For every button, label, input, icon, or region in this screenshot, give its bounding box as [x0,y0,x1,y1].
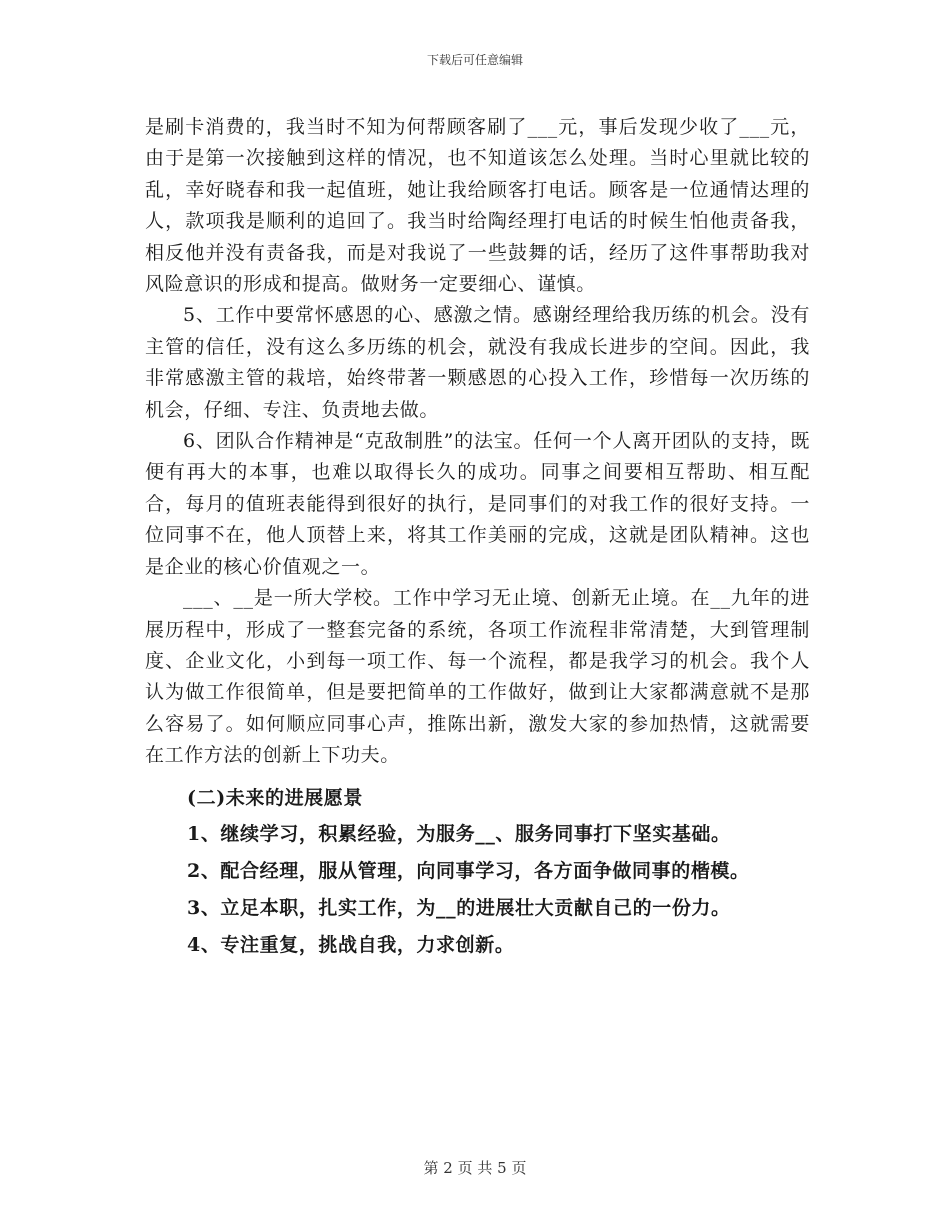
goal-item: 4、专注重复，挑战自我，力求创新。 [187,933,515,956]
paragraph-card-payment-incident: 是刷卡消费的，我当时不知为何帮顾客刷了___元，事后发现少收了___元，由于是第一次接触到这样的情况，也不知道该怎么处理。当时心里就比较的乱，幸好晓春和我一起值班，她让我给顾客打电话。顾客是一位通情达理的人，款项我是顺利的追回了。我当时给陶经理打电话的时候生怕他责备我，相反他并没有责备我，而是对我说了一些鼓舞的话，经历了这件事帮助我对风险意识的形成和提高。做财务一定要细心、谨慎。 [145,116,810,296]
goal-item: 1、继续学习，积累经验，为服务__、服务同事打下坚实基础。 [187,822,731,845]
page-footer: 第 2 页 共 5 页 [423,1159,527,1177]
future-goals-list [145,820,810,960]
paragraph-teamwork: 6、团队合作精神是“克敌制胜”的法宝。任何一个人离开团队的支持，既便有再大的本事，也难以取得长久的成功。同事之间要相互帮助、相互配合，每月的值班表能得到很好的执行，是同事们的对我工作的很好支持。一位同事不在，他人顶替上来，将其工作美丽的完成，这就是团队精神。这也是企业的核心价值观之一。 [145,430,810,578]
paragraph-learning-innovation: ___、__是一所大学校。工作中学习无止境、创新无止境。在__九年的进展历程中，形成了一整套完备的系统，各项工作流程非常清楚，大到管理制度、企业文化，小到每一项工作、每一个流程，都是我学习的机会。我个人认为做工作很简单，但是要把简单的工作做好，做到让大家都满意就不是那么容易了。如何顺应同事心声，推陈出新，激发大家的参加热情，这就需要在工作方法的创新上下功夫。 [145,587,810,767]
goal-item: 3、立足本职，扎实工作，为__的进展壮大贡献自己的一份力。 [187,896,731,919]
page-header: 下载后可任意编辑 [426,53,523,67]
document-body [145,112,810,960]
section-heading-future-vision: (二)未来的进展愿景 [187,786,363,809]
paragraph-gratitude: 5、工作中要常怀感恩的心、感激之情。感谢经理给我历练的机会。没有主管的信任，没有这么多历练的机会，就没有我成长进步的空间。因此，我非常感激主管的栽培，始终带著一颗感恩的心投入工作，珍惜每一次历练的机会，仔细、专注、负责地去做。 [145,304,810,421]
goal-item: 2、配合经理，服从管理，向同事学习，各方面争做同事的楷模。 [187,859,750,882]
